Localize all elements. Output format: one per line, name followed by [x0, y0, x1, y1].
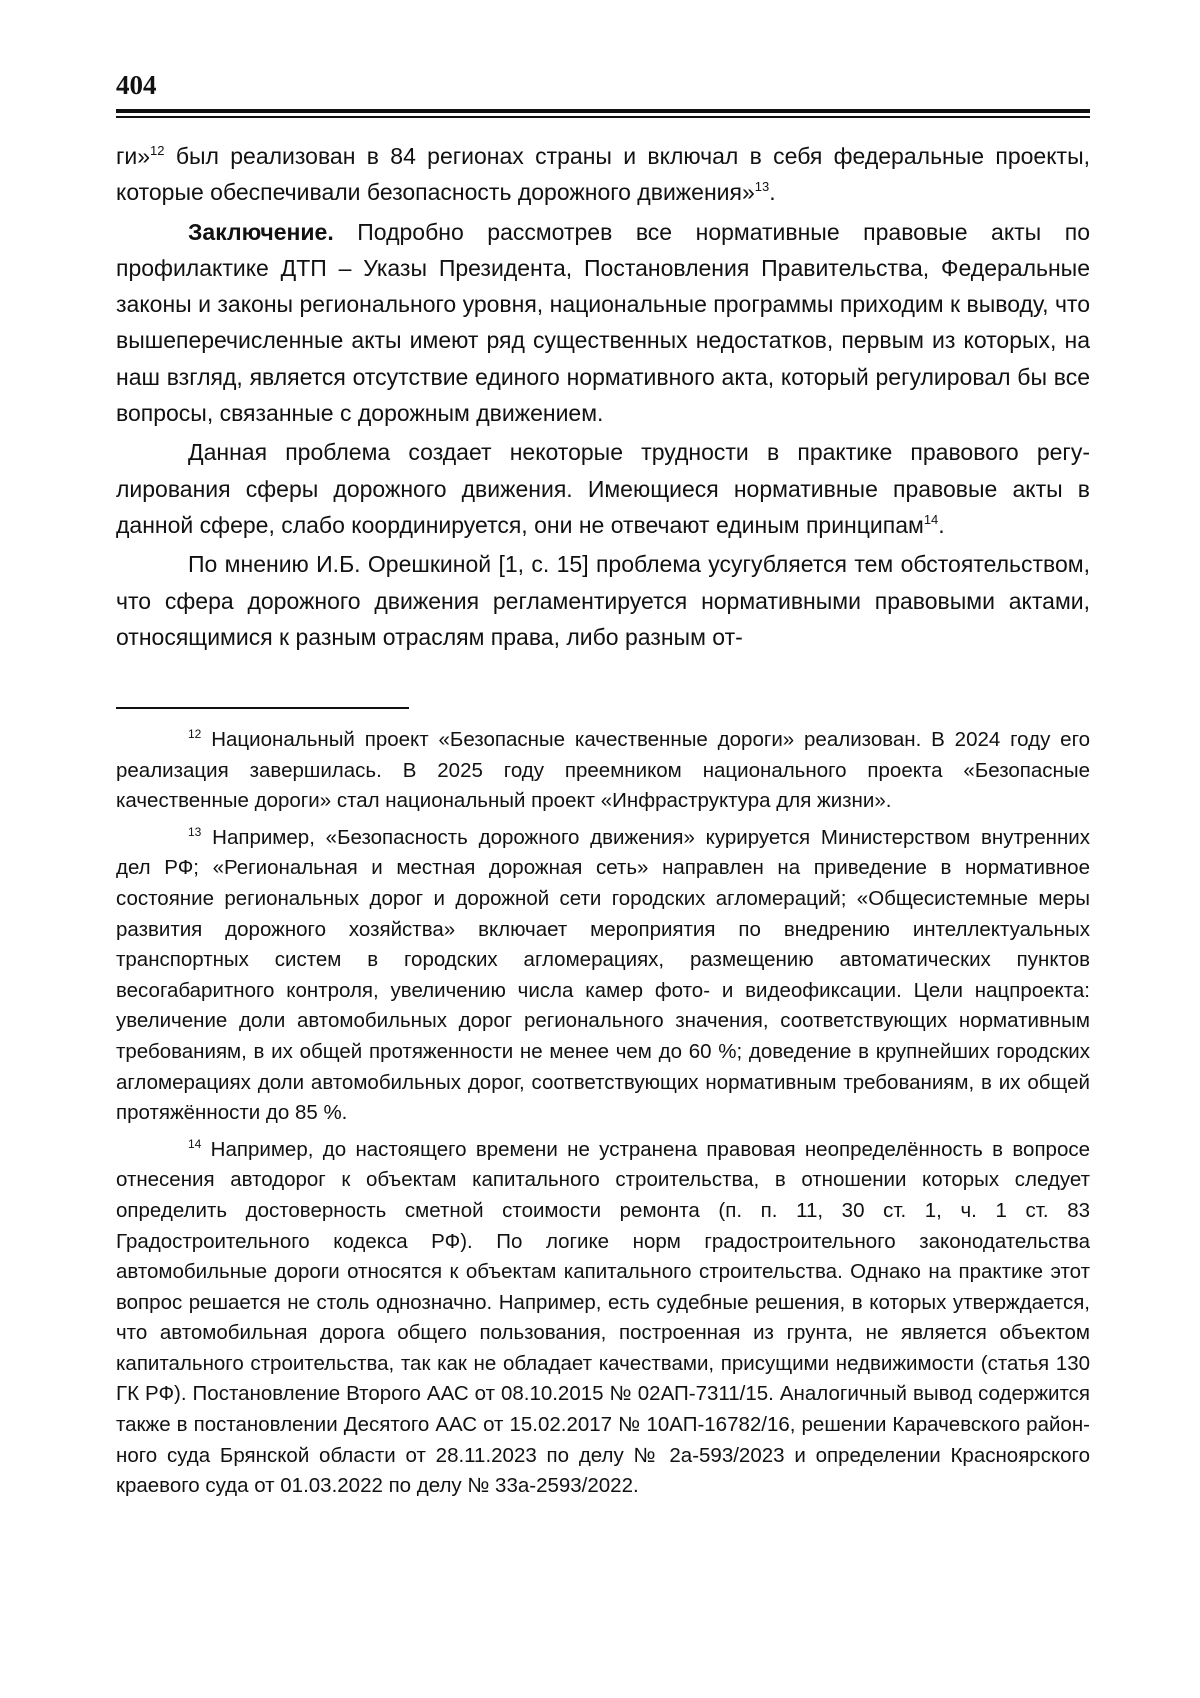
conclusion-heading: Заключение.	[188, 218, 334, 245]
footnote-ref-12[interactable]: 12	[150, 143, 165, 158]
header-rule-thin	[116, 116, 1090, 118]
footnote-separator	[116, 707, 409, 709]
paragraph-text: .	[938, 511, 945, 538]
header-rule-thick	[116, 109, 1090, 113]
main-text	[116, 138, 1090, 658]
paragraph-text: .	[769, 179, 776, 206]
paragraph-problem	[116, 434, 1090, 543]
paragraph-conclusion	[116, 214, 1090, 432]
paragraph-text: ги»	[116, 143, 151, 169]
footnote-14	[116, 1135, 1090, 1502]
page-number: 404	[116, 70, 157, 100]
paragraph-text: Данная проблема создает некоторые трудности в практике правового регулирования сферы дорожного движения. Имеющиеся нормативные правовые акты в данной сфере, слабо координируется, они не отвечают единым принципам	[116, 439, 1090, 538]
footnote-ref-14[interactable]: 14	[923, 511, 939, 527]
footnote-number: 13	[188, 824, 202, 839]
footnote-12	[116, 725, 1090, 817]
paragraph-text: По мнению И.Б. Орешкиной [1, с. 15] проблема усугубляется тем обстоятельством, что сфера дорожного движения регламентируется нормативными правовыми актами, относящимися к разным отраслям права, либо разным от-	[116, 551, 1090, 650]
paragraph-opinion	[116, 546, 1090, 655]
footnote-text: Например, до настоящего времени не устранена правовая неопределённость в вопросе отнесения автодорог к объектам капитального строительства, в отношении которых следует определить достоверность сметной стоимости ремонта (п. п. 11, 30 ст. 1, ч. 1 ст. 83 Градостроительного кодекса РФ). По логике норм градостроительного законодательства автомобильные дороги относятся к объектам капитального строительства. Однако на практике этот вопрос решается не столь однозначно. Например, есть судебные решения, в которых утверждается, что автомобильная дорога общего пользования, построенная из грунта, не является объектом капитального строительства, так как не обладает качествами, присущими недвижимости (статья 130 ГК РФ). Постановление Второго ААС от 08.10.2015 № 02АП-7311/15. Аналогичный вывод содержится также в постановлении Десятого ААС от 15.02.2017 № 10АП-16782/16, решении Карачевского районного суда Брянской области от 28.11.2023 по делу № 2а-593/2023 и определении Красноярского краевого суда от 01.03.2022 по делу № 33а-2593/2022.	[116, 1137, 1090, 1498]
paragraph-text: Подробно рассмотрев все нормативные правовые акты по профилактике ДТП – Указы Президента, Постановления Правительства, Федеральные законы и законы регионального уровня, национальные программы приходим к выводу, что вышеперечисленные акты имеют ряд существенных недостатков, первым из которых, на наш взгляд, является отсутствие единого нормативного акта, который регулировал бы все вопросы, связанные с дорожным движением.	[116, 218, 1090, 427]
footnotes	[116, 725, 1090, 1508]
footnote-text: Например, «Безопасность дорожного движения» курируется Министерством внутренних дел РФ; «Региональная и местная дорожная сеть» направлен на приведение в нормативное состояние региональных дорог и дорожной сети городских агломераций; «Общесистемные меры развития дорожного хозяйства» включает мероприятия по внедрению интеллектуальных транспортных систем в городских агломерациях, размещению автоматических пунктов весогабаритного контроля, увеличению числа камер фото- и видеофиксации. Цели нацпроекта: увеличение доли автомобильных дорог регионального значения, соответствующих нормативным требованиям, в их общей протяженности не менее чем до 60 %; доведение в крупнейших городских агломерациях доли автомобильных дорог, соответствующих нормативным требованиям, в их общей протяжённости до 85 %.	[116, 825, 1090, 1125]
footnote-number: 14	[188, 1136, 202, 1151]
paragraph-continuation	[116, 138, 1090, 211]
footnote-text: Национальный проект «Безопасные качественные дороги» реализован. В 2024 году его реализация завершилась. В 2025 году преемником национального проекта «Безопасные качественные дороги» стал национальный проект «Инфраструктура для жизни».	[116, 728, 1090, 813]
footnote-number: 12	[188, 727, 202, 741]
paragraph-text: был реализован в 84 регионах страны и включал в себя федеральные проекты, которые обеспечивали безопасность дорожного движения»	[116, 143, 1090, 206]
footnote-ref-13[interactable]: 13	[754, 179, 770, 195]
footnote-13	[116, 823, 1090, 1129]
